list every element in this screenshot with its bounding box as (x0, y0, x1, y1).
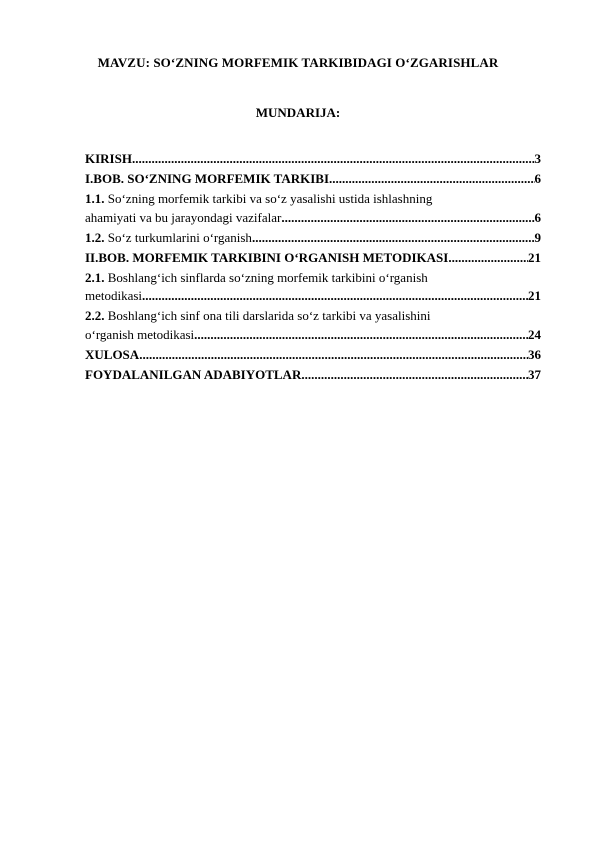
toc-entry-title: FOYDALANILGAN ADABIYOTLAR (85, 366, 302, 382)
toc-page-number: 37 (528, 366, 541, 382)
toc-leader-dots (139, 346, 528, 365)
toc-entry-title-line1: So‘zning morfemik tarkibi va so‘z yasalishi ustida ishlashning (104, 191, 433, 206)
toc-entry-title: KIRISH (85, 151, 132, 166)
toc-entry-chapter-1 (85, 170, 541, 189)
toc-entry-section-2-1-cont (85, 287, 541, 306)
toc-leader-dots (301, 366, 528, 385)
toc-leader-dots (194, 326, 528, 345)
toc-leader-dots (132, 150, 535, 169)
toc-entry-title-line2: o‘rganish metodikasi (85, 326, 195, 342)
toc-leader-dots (252, 229, 535, 248)
toc-entry-section-1-1 (85, 190, 541, 209)
toc-page-number: 3 (534, 151, 541, 166)
toc-entry-section-2-1 (85, 269, 541, 288)
toc-leader-dots (448, 249, 528, 268)
toc-entry-section-1-1-cont (85, 209, 541, 228)
toc-section-number: 1.1. (85, 191, 105, 206)
toc-entry-xulosa (85, 346, 541, 365)
toc-leader-dots (329, 170, 534, 189)
toc-entry-title-text: So‘z turkumlarini o‘rganish (104, 229, 252, 245)
toc-entry-kirish (85, 150, 541, 169)
toc-entry-title-line1: Boshlang‘ich sinf ona tili darslarida so‘z tarkibi va yasalishini (104, 308, 431, 323)
toc-entry-title: XULOSA (85, 346, 140, 362)
toc-entry-title (85, 229, 252, 248)
toc-page-number: 6 (534, 171, 541, 186)
toc-section-number: 2.1. (85, 269, 105, 285)
toc-page-number: 24 (528, 326, 541, 342)
document-topic: MAVZU: SO‘ZNING MORFEMIK TARKIBIDAGI O‘ZGARISHLAR (97, 55, 499, 70)
toc-entry-title-line1: Boshlang‘ich sinflarda so‘zning morfemik tarkibini o‘rganish (104, 269, 428, 285)
toc-leader-dots (142, 287, 528, 306)
toc-leader-dots (281, 209, 534, 228)
toc-entry-section-1-2 (85, 229, 541, 248)
toc-page-number: 36 (528, 346, 541, 362)
toc-entry-section-2-2 (85, 307, 541, 326)
toc-section-number: 1.2. (85, 229, 105, 245)
toc-entry-references (85, 366, 541, 385)
contents-heading: MUNDARIJA: (255, 105, 341, 120)
toc-entry-section-2-2-cont (85, 326, 541, 345)
toc-page-number: 21 (528, 288, 541, 303)
toc-page-number: 9 (534, 229, 541, 245)
toc-page-number: 6 (534, 209, 541, 225)
toc-entry-title-line2: metodikasi (85, 288, 143, 303)
toc-entry-title-line2: ahamiyati va bu jarayondagi vazifalar (85, 209, 282, 225)
toc-section-number: 2.2. (85, 308, 105, 323)
toc-page-number: 21 (528, 249, 541, 265)
table-of-contents (85, 150, 541, 384)
toc-entry-title: I.BOB. SO‘ZNING MORFEMIK TARKIBI (85, 171, 330, 186)
toc-entry-title: II.BOB. MORFEMIK TARKIBINI O‘RGANISH METODIKASI (85, 249, 449, 265)
toc-entry-chapter-2 (85, 249, 541, 268)
